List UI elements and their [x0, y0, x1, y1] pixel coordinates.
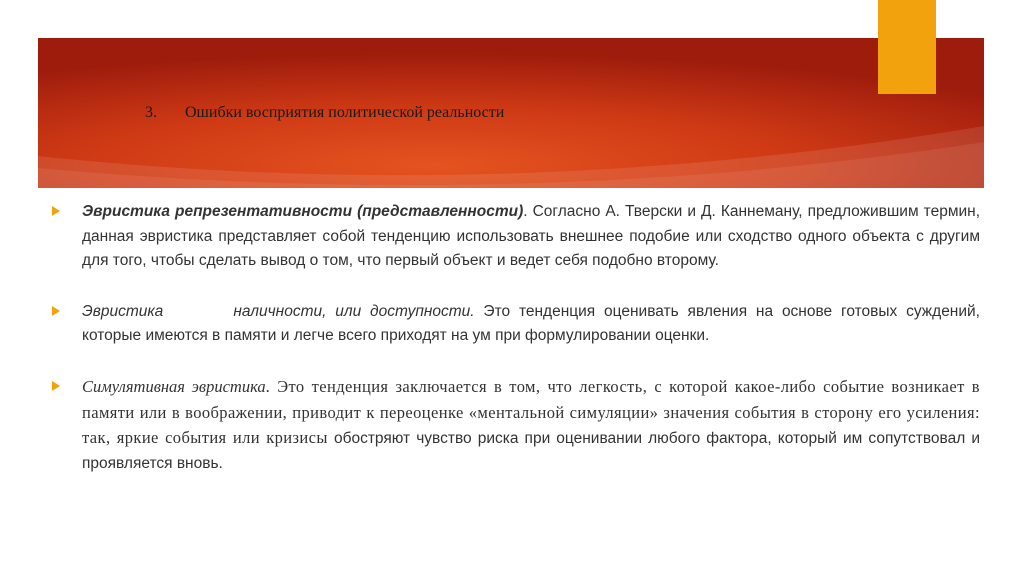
paragraph-text-serif: . Это тенденция заключается в том, что легкость, с которой какое-либо событие возникает в памяти или в воображении, приводит к переоценке «ментальной симуляции» значения события в сторону его усиления: так, яркие события или кризисы [82, 376, 981, 448]
paragraph-representativeness [52, 200, 980, 274]
term-simulation: Симулятивная эвристика [82, 376, 266, 396]
bullet-arrow-icon [52, 306, 60, 316]
heading-number: 3. [145, 104, 157, 121]
bullet-arrow-icon [52, 206, 60, 216]
paragraph-availability [52, 300, 980, 349]
paragraph-text: обостряют чувство риска при оценивании любого фактора, который им сопутствовал и проявляется вновь. [82, 430, 981, 472]
slide-content [52, 200, 980, 502]
paragraph-text: . Согласно А. Тверски и Д. Каннеману, предложившим термин, данная эвристика представляет собой тенденцию использовать внешнее подобие или сходство одного объекта с другим для того, чтобы сделать вывод о том, что первый объект и ведет себя подобно второму. [82, 203, 981, 270]
term-representativeness: Эвристика репрезентативности (представленности) [82, 203, 524, 220]
slide-heading [145, 104, 504, 122]
accent-tab [878, 0, 936, 94]
paragraph-simulation [52, 375, 980, 476]
heading-title: Ошибки восприятия политической реальности [185, 104, 505, 121]
term-availability-a: Эвристика [82, 302, 164, 320]
paragraph-text: Это тенденция оценивать явления на основе готовых суждений, которые имеются в памяти и легче всего приходят на ум при формулировании оценки. [82, 302, 980, 345]
term-availability-b: наличности, или доступности. [233, 302, 475, 320]
bullet-arrow-icon [52, 381, 60, 391]
